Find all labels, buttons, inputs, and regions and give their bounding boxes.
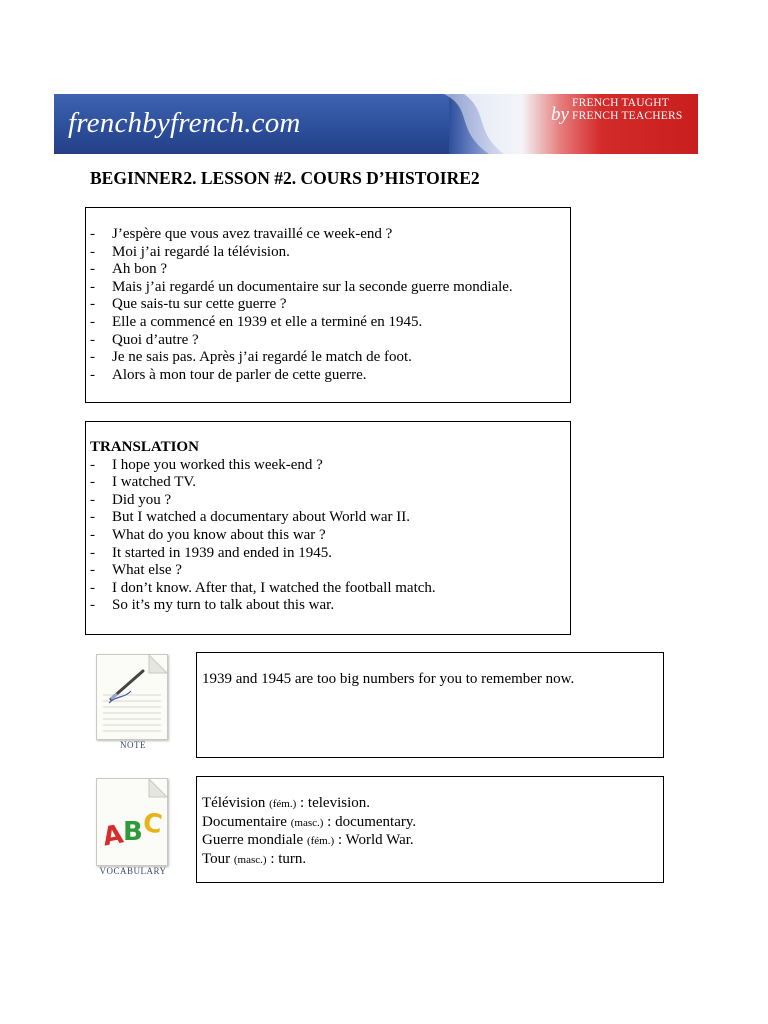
vocab-entry: Télévision (fém.) : television.	[202, 795, 371, 811]
translation-line: - What else ?	[90, 562, 182, 579]
translation-line: - But I watched a documentary about World war II.	[90, 509, 411, 526]
translation-line: - I don’t know. After that, I watched the football match.	[90, 579, 436, 596]
vocab-entry: Documentaire (masc.) : documentary.	[202, 813, 417, 830]
dialogue-line: - Que sais-tu sur cette guerre ?	[90, 296, 287, 313]
letter-c: C	[141, 807, 165, 841]
translation-line: - It started in 1939 and ended in 1945.	[90, 544, 332, 561]
translation-line: - What do you know about this war ?	[90, 526, 326, 543]
translation-line: - I hope you worked this week-end ?	[90, 456, 323, 473]
site-banner	[54, 94, 698, 154]
translation-line: - So it’s my turn to talk about this war.	[90, 597, 335, 614]
note-icon-label: NOTE	[120, 740, 146, 750]
note-icon	[90, 652, 176, 756]
letter-b: B	[123, 817, 143, 847]
dialogue-line: - Alors à mon tour de parler de cette guerre.	[90, 366, 367, 383]
translation-box	[85, 421, 571, 635]
note-paper	[96, 654, 168, 740]
vocabulary-paper	[96, 778, 168, 866]
note-text: 1939 and 1945 are too big numbers for you to remember now.	[202, 671, 575, 687]
dialogue-line: - Ah bon ?	[90, 261, 167, 278]
vocabulary-box	[196, 776, 664, 883]
banner-by: by	[551, 104, 569, 125]
dialogue-line: - Elle a commencé en 1939 et elle a terminé en 1945.	[90, 313, 423, 330]
vocab-entry: Guerre mondiale (fém.) : World War.	[202, 832, 414, 849]
dialogue-line: - Quoi d’autre ?	[90, 331, 199, 348]
lesson-title: BEGINNER2. LESSON #2. COURS D’HISTOIRE2	[90, 168, 480, 188]
dialogue-line: - Moi j’ai regardé la télévision.	[90, 243, 290, 260]
dialogue-line: - J’espère que vous avez travaillé ce week-end ?	[90, 226, 393, 242]
site-name: frenchbyfrench.com	[68, 107, 301, 139]
translation-line: - Did you ?	[90, 491, 172, 508]
vocab-entry: Tour (masc.) : turn.	[202, 850, 307, 867]
dialogue-line: - Mais j’ai regardé un documentaire sur la seconde guerre mondiale.	[90, 278, 513, 295]
note-pen-icon	[97, 655, 167, 739]
banner-tagline-2: FRENCH TEACHERS	[572, 110, 683, 122]
banner-tagline-1: FRENCH TAUGHT	[572, 97, 669, 109]
letter-a: A	[100, 819, 126, 853]
translation-heading: TRANSLATION	[90, 439, 199, 455]
vocabulary-icon-label: VOCABULARY	[99, 866, 167, 876]
note-box	[196, 652, 664, 758]
dialogue-box	[85, 207, 571, 403]
translation-line: - I watched TV.	[90, 474, 197, 491]
dialogue-line: - Je ne sais pas. Après j’ai regardé le match de foot.	[90, 349, 412, 366]
vocabulary-icon	[90, 776, 176, 880]
